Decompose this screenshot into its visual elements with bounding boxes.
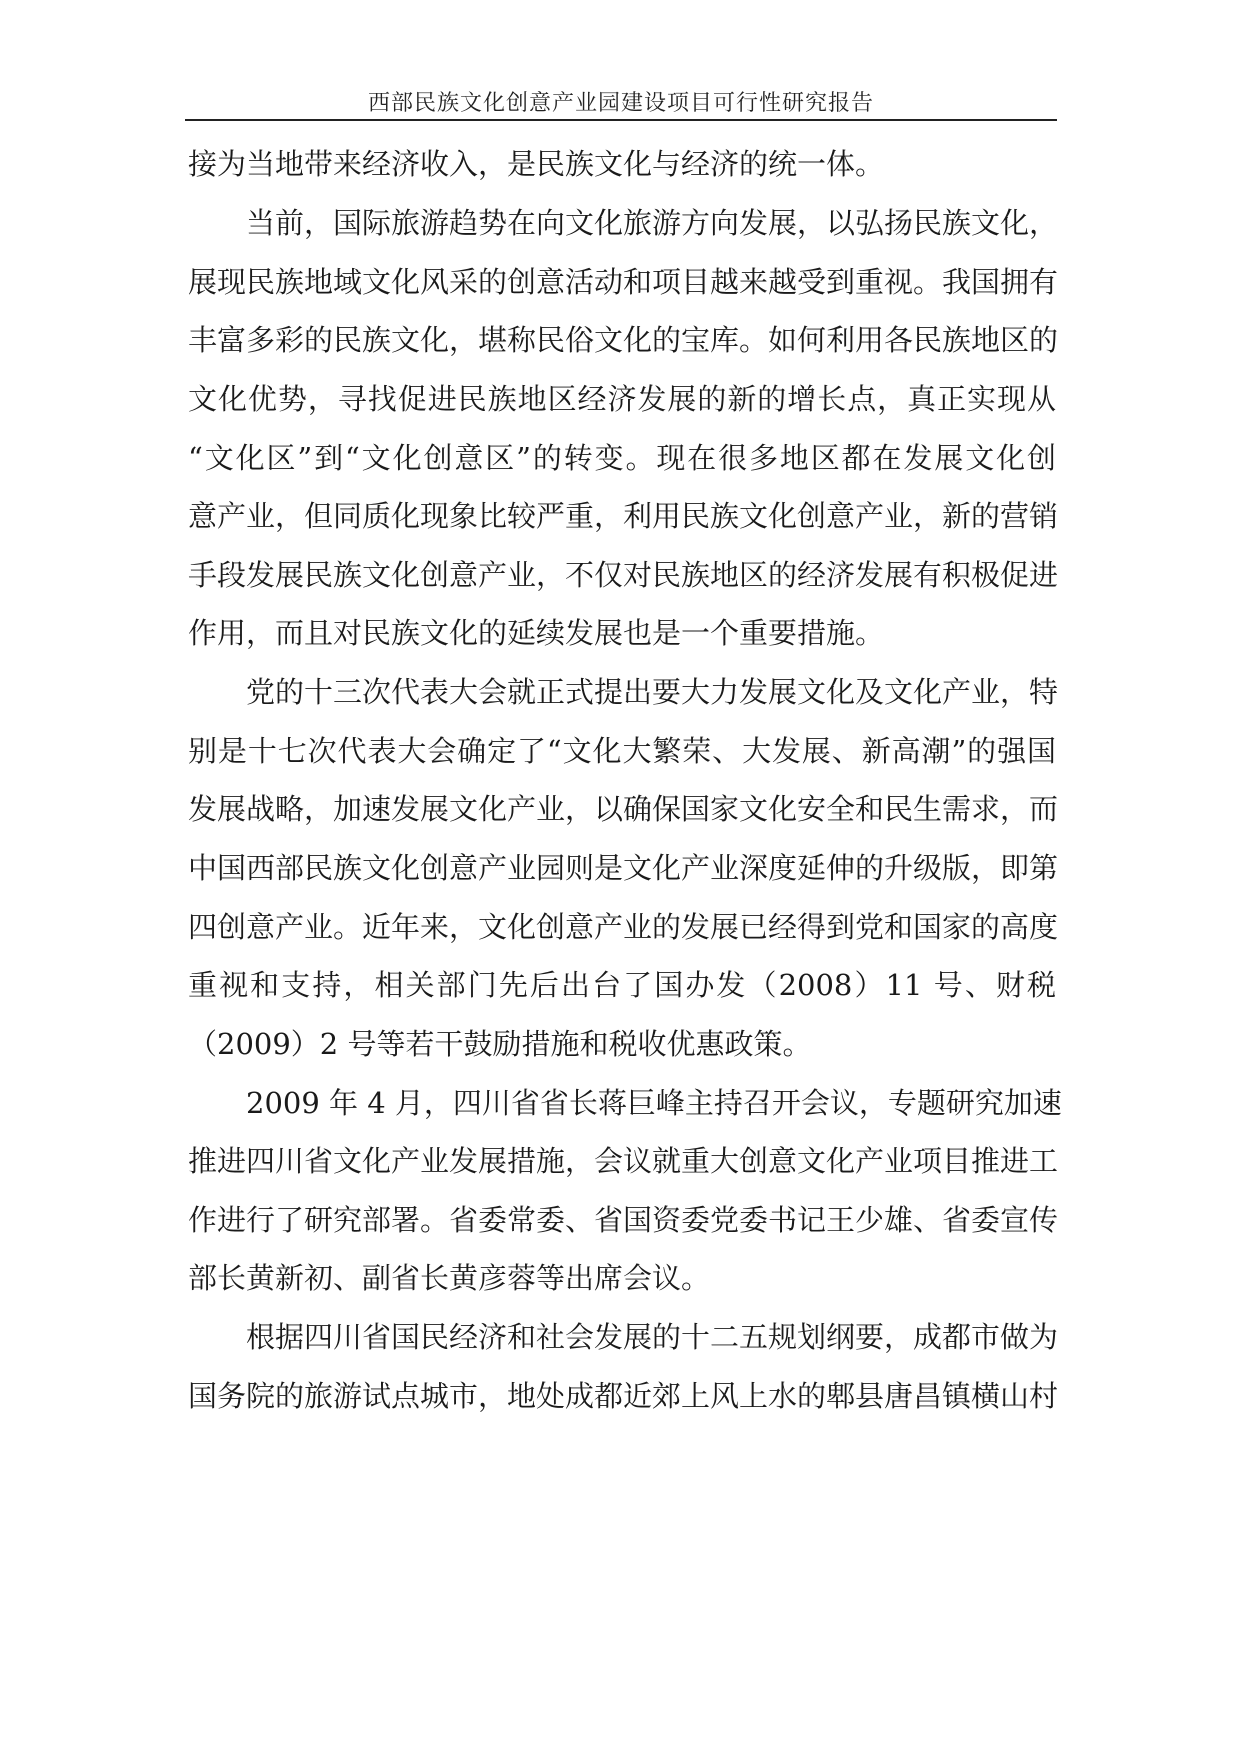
paragraph-line: 推进四川省文化产业发展措施，会议就重大创意文化产业项目推进工 [188, 1144, 1059, 1178]
paragraph-line: 四创意产业。近年来，文化创意产业的发展已经得到党和国家的高度 [188, 910, 1059, 944]
paragraph-line: 别是十七次代表大会确定了“文化大繁荣、大发展、新高潮”的强国 [188, 734, 1056, 768]
paragraph-line: 手段发展民族文化创意产业，不仅对民族地区的经济发展有积极促进 [188, 558, 1059, 592]
paragraph-line: 作进行了研究部署。省委常委、省国资委党委书记王少雄、省委宣传 [188, 1203, 1059, 1237]
header-rule [185, 119, 1057, 121]
paragraph-line: 意产业，但同质化现象比较严重，利用民族文化创意产业，新的营销 [188, 499, 1059, 533]
paragraph-line: 丰富多彩的民族文化，堪称民俗文化的宝库。如何利用各民族地区的 [188, 323, 1059, 357]
paragraph-line: 发展战略，加速发展文化产业，以确保国家文化安全和民生需求，而 [188, 792, 1059, 826]
running-header: 西部民族文化创意产业园建设项目可行性研究报告 [367, 91, 874, 116]
paragraph-line: 作用，而且对民族文化的延续发展也是一个重要措施。 [188, 616, 885, 650]
paragraph-line: 部长黄新初、副省长黄彦蓉等出席会议。 [188, 1261, 711, 1295]
paragraph-line: 重视和支持，相关部门先后出台了国办发（2008）11 号、财税 [188, 968, 1056, 1002]
paragraph-line: 接为当地带来经济收入，是民族文化与经济的统一体。 [188, 147, 885, 181]
paragraph-line: （2009）2 号等若干鼓励措施和税收优惠政策。 [188, 1027, 812, 1061]
paragraph-line: “文化区”到“文化创意区”的转变。现在很多地区都在发展文化创 [188, 441, 1056, 475]
paragraph-first-line: 根据四川省国民经济和社会发展的十二五规划纲要，成都市做为 [246, 1320, 1059, 1354]
paragraph-first-line: 当前，国际旅游趋势在向文化旅游方向发展，以弘扬民族文化， [246, 206, 1059, 240]
paragraph-first-line: 党的十三次代表大会就正式提出要大力发展文化及文化产业，特 [246, 675, 1059, 709]
paragraph-line: 国务院的旅游试点城市，地处成都近郊上风上水的郫县唐昌镇横山村 [188, 1379, 1059, 1413]
paragraph-line: 中国西部民族文化创意产业园则是文化产业深度延伸的升级版，即第 [188, 851, 1059, 885]
paragraph-first-line: 2009 年 4 月，四川省省长蒋巨峰主持召开会议，专题研究加速 [246, 1086, 1062, 1120]
paragraph-line: 展现民族地域文化风采的创意活动和项目越来越受到重视。我国拥有 [188, 265, 1059, 299]
paragraph-line: 文化优势，寻找促进民族地区经济发展的新的增长点，真正实现从 [188, 382, 1056, 416]
